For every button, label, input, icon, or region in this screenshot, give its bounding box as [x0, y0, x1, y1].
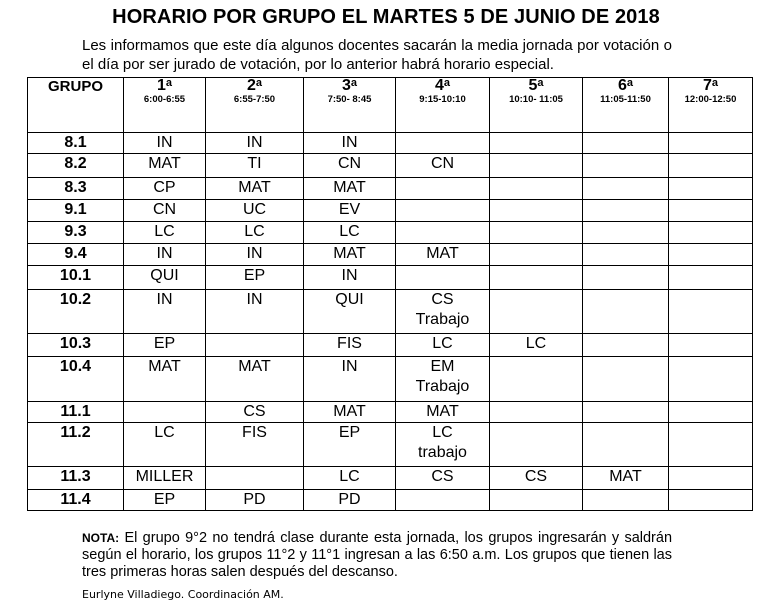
subject-cell: [206, 467, 304, 490]
subject-cell: MAT: [206, 178, 304, 200]
table-row: [28, 178, 753, 200]
note-text: El grupo 9°2 no tendrá clase durante esta jornada, los grupos ingresarán y saldrán según el horario, los grupos 11°2 y 11°1 ingresan a las 6:50 a.m. Los grupos que tienen las tres primeras horas salen después del descanso.: [82, 530, 673, 580]
period-number-value: 4: [434, 77, 444, 94]
subject-cell: LC: [206, 222, 304, 244]
note-paragraph: [82, 530, 672, 581]
subject-cell: EM Trabajo: [396, 357, 490, 402]
period-number: [583, 78, 668, 93]
group-cell: 11.4: [28, 490, 124, 511]
group-cell: 10.3: [28, 334, 124, 357]
subject-cell: [669, 154, 753, 178]
period-time: 12:00-12:50: [684, 94, 737, 105]
period-time: 11:05-11:50: [600, 94, 651, 105]
subject-cell: [396, 133, 490, 154]
schedule-table: [27, 77, 753, 511]
subject-cell: MAT: [124, 154, 206, 178]
subject-cell: IN: [124, 133, 206, 154]
subject-cell: [669, 490, 753, 511]
period-time: 7:50- 8:45: [327, 94, 372, 105]
period-number-value: 3: [341, 77, 351, 94]
subject-cell: [669, 133, 753, 154]
period-ordinal: a: [255, 77, 263, 89]
subject-cell: [396, 490, 490, 511]
subject-cell: LC trabajo: [396, 423, 490, 467]
subject-cell: IN: [206, 290, 304, 334]
subject-cell: [669, 423, 753, 467]
period-number-value: 1: [156, 77, 166, 94]
period-header: [124, 78, 206, 133]
subject-cell: [396, 222, 490, 244]
group-cell: 9.3: [28, 222, 124, 244]
table-row: [28, 154, 753, 178]
group-column-header: GRUPO: [28, 78, 124, 133]
period-number-value: 6: [617, 77, 627, 94]
subject-cell: [490, 178, 583, 200]
period-number-value: 7: [702, 77, 712, 94]
period-time: 9:15-10:10: [419, 94, 466, 105]
period-ordinal: a: [711, 77, 719, 89]
table-row: [28, 133, 753, 154]
subject-cell: EP: [124, 490, 206, 511]
group-cell: 9.1: [28, 200, 124, 222]
subject-cell: LC: [304, 222, 396, 244]
subject-cell: MAT: [583, 467, 669, 490]
period-number: [124, 78, 205, 93]
subject-cell: EV: [304, 200, 396, 222]
subject-cell: CS: [396, 467, 490, 490]
table-row: [28, 423, 753, 467]
subject-cell: CS: [206, 402, 304, 423]
table-row: [28, 266, 753, 290]
subject-cell: CS Trabajo: [396, 290, 490, 334]
period-header: [304, 78, 396, 133]
period-ordinal: a: [350, 77, 358, 89]
group-cell: 10.2: [28, 290, 124, 334]
subject-cell: MAT: [304, 402, 396, 423]
subject-cell: [396, 266, 490, 290]
subject-cell: EP: [206, 266, 304, 290]
subject-cell: [669, 266, 753, 290]
group-cell: 11.2: [28, 423, 124, 467]
table-row: [28, 334, 753, 357]
period-time: 6:55-7:50: [233, 94, 276, 105]
subject-cell: PD: [206, 490, 304, 511]
group-cell: 10.1: [28, 266, 124, 290]
subject-cell: [583, 490, 669, 511]
subject-cell: IN: [206, 244, 304, 266]
schedule-body: [28, 133, 753, 511]
subject-cell: MAT: [124, 357, 206, 402]
period-ordinal: a: [443, 77, 451, 89]
subject-cell: [669, 334, 753, 357]
subject-cell: IN: [304, 133, 396, 154]
subject-cell: [490, 200, 583, 222]
subject-cell: [583, 133, 669, 154]
intro-paragraph: Les informamos que este día algunos docentes sacarán la media jornada por votación o el día por ser jurado de votación, por lo anterior habrá horario especial.: [82, 37, 672, 73]
subject-cell: MAT: [396, 402, 490, 423]
subject-cell: UC: [206, 200, 304, 222]
subject-cell: EP: [304, 423, 396, 467]
subject-cell: [206, 334, 304, 357]
subject-cell: TI: [206, 154, 304, 178]
subject-cell: [583, 244, 669, 266]
subject-cell: LC: [396, 334, 490, 357]
subject-cell: [583, 266, 669, 290]
table-row: [28, 467, 753, 490]
group-cell: 8.3: [28, 178, 124, 200]
subject-cell: IN: [124, 244, 206, 266]
subject-cell: [669, 222, 753, 244]
period-number: [304, 78, 395, 93]
subject-cell: [669, 402, 753, 423]
group-cell: 9.4: [28, 244, 124, 266]
subject-cell: LC: [490, 334, 583, 357]
subject-cell: MILLER: [124, 467, 206, 490]
subject-cell: [396, 178, 490, 200]
signature: Eurlyne Villadiego. Coordinación AM.: [82, 588, 284, 601]
subject-cell: MAT: [206, 357, 304, 402]
period-header: [583, 78, 669, 133]
period-header: [490, 78, 583, 133]
period-time: 6:00-6:55: [143, 94, 186, 105]
subject-cell: IN: [206, 133, 304, 154]
subject-cell: [490, 266, 583, 290]
subject-cell: [490, 222, 583, 244]
table-row: [28, 200, 753, 222]
subject-cell: FIS: [206, 423, 304, 467]
subject-cell: [583, 402, 669, 423]
subject-cell: CN: [396, 154, 490, 178]
subject-cell: [490, 490, 583, 511]
group-cell: 11.1: [28, 402, 124, 423]
subject-cell: [490, 423, 583, 467]
period-ordinal: a: [165, 77, 173, 89]
subject-cell: [583, 178, 669, 200]
subject-cell: [583, 357, 669, 402]
subject-cell: [669, 244, 753, 266]
subject-cell: EP: [124, 334, 206, 357]
table-row: [28, 222, 753, 244]
period-header: [396, 78, 490, 133]
period-number: [669, 78, 752, 93]
subject-cell: [583, 290, 669, 334]
period-number: [490, 78, 582, 93]
subject-cell: LC: [124, 222, 206, 244]
subject-cell: [490, 402, 583, 423]
subject-cell: [669, 467, 753, 490]
subject-cell: [669, 178, 753, 200]
subject-cell: PD: [304, 490, 396, 511]
group-cell: 11.3: [28, 467, 124, 490]
subject-cell: [583, 423, 669, 467]
period-ordinal: a: [537, 77, 544, 89]
period-time: 10:10- 11:05: [509, 94, 563, 105]
group-cell: 8.1: [28, 133, 124, 154]
period-ordinal: a: [626, 77, 634, 89]
subject-cell: QUI: [124, 266, 206, 290]
subject-cell: CN: [124, 200, 206, 222]
period-number-value: 2: [246, 77, 256, 94]
subject-cell: [396, 200, 490, 222]
table-row: [28, 402, 753, 423]
subject-cell: [583, 222, 669, 244]
subject-cell: MAT: [304, 244, 396, 266]
table-row: [28, 357, 753, 402]
subject-cell: CS: [490, 467, 583, 490]
subject-cell: IN: [124, 290, 206, 334]
period-header: [669, 78, 753, 133]
subject-cell: [669, 200, 753, 222]
subject-cell: LC: [124, 423, 206, 467]
period-header: [206, 78, 304, 133]
subject-cell: [490, 133, 583, 154]
page-title: HORARIO POR GRUPO EL MARTES 5 DE JUNIO DE 2018: [112, 6, 660, 28]
period-number: [206, 78, 303, 93]
period-number: [396, 78, 489, 93]
subject-cell: IN: [304, 266, 396, 290]
subject-cell: [669, 357, 753, 402]
note-label: NOTA:: [82, 531, 120, 545]
subject-cell: MAT: [304, 178, 396, 200]
subject-cell: [124, 402, 206, 423]
subject-cell: MAT: [396, 244, 490, 266]
subject-cell: [583, 334, 669, 357]
group-cell: 8.2: [28, 154, 124, 178]
subject-cell: [490, 244, 583, 266]
period-number-value: 5: [528, 77, 538, 94]
subject-cell: QUI: [304, 290, 396, 334]
subject-cell: [490, 290, 583, 334]
subject-cell: FIS: [304, 334, 396, 357]
subject-cell: IN: [304, 357, 396, 402]
subject-cell: CN: [304, 154, 396, 178]
subject-cell: CP: [124, 178, 206, 200]
table-row: [28, 290, 753, 334]
header-row: [28, 78, 753, 133]
subject-cell: [583, 200, 669, 222]
subject-cell: LC: [304, 467, 396, 490]
table-row: [28, 490, 753, 511]
subject-cell: [490, 154, 583, 178]
subject-cell: [490, 357, 583, 402]
table-row: [28, 244, 753, 266]
subject-cell: [583, 154, 669, 178]
group-cell: 10.4: [28, 357, 124, 402]
subject-cell: [669, 290, 753, 334]
